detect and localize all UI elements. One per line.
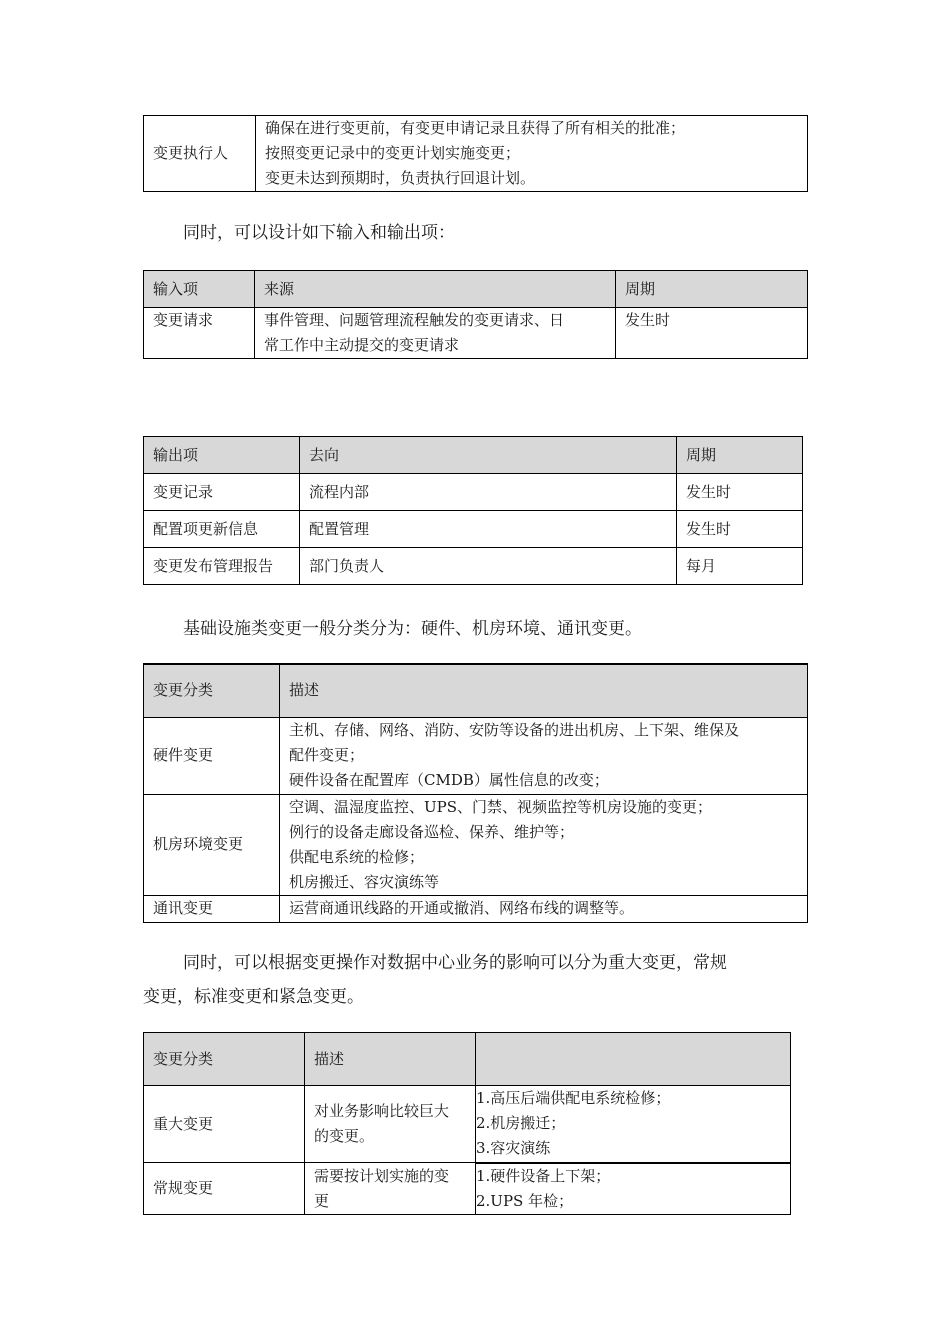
input-item-cell: 变更请求 [144,308,255,359]
category-header-name: 变更分类 [144,664,280,717]
desc-line: 主机、存储、网络、消防、安防等设备的进出机房、上下架、维保及 [289,721,740,739]
example-line: 3.容灾演练 [476,1139,551,1158]
table-row [144,1163,791,1215]
paragraph-line: 变更，标准变更和紧急变更。 [143,987,364,1007]
category-name-cell: 机房环境变更 [144,794,280,895]
source-line: 常工作中主动提交的变更请求 [264,336,460,354]
output-period-cell: 每月 [677,548,803,585]
desc-line: 的变更。 [314,1127,375,1145]
source-line: 事件管理、问题管理流程触发的变更请求、日 [264,311,565,329]
impact-examples-cell [476,1163,791,1215]
desc-line: 机房搬迁、容灾演练等 [289,872,440,891]
impact-header-examples [476,1033,791,1086]
paragraph-category-intro: 基础设施类变更一般分类分为：硬件、机房环境、通讯变更。 [183,619,642,639]
input-table [143,270,808,359]
table-row [144,474,803,511]
table-row [144,511,803,548]
executor-duties-cell [256,116,808,192]
output-item-cell: 变更发布管理报告 [144,548,300,585]
duty-line: 变更未达到预期时，负责执行回退计划。 [265,169,536,187]
category-desc-cell [280,794,808,895]
output-item-cell: 配置项更新信息 [144,511,300,548]
output-table [143,436,803,585]
desc-line: 对业务影响比较巨大 [314,1102,450,1120]
executor-table [143,115,808,192]
input-header-period: 周期 [616,271,808,308]
output-period-cell: 发生时 [677,474,803,511]
paragraph-impact-intro [143,946,727,1014]
output-header-dest: 去向 [300,437,677,474]
output-dest-cell: 部门负责人 [300,548,677,585]
table-row [144,308,808,359]
output-dest-cell: 配置管理 [300,511,677,548]
duty-line: 按照变更记录中的变更计划实施变更； [265,144,521,162]
impact-header-desc: 描述 [305,1033,476,1086]
category-table [143,663,808,923]
desc-line: 配件变更； [289,746,365,764]
desc-line: 更 [314,1191,330,1210]
output-header-item: 输出项 [144,437,300,474]
table-row [144,717,808,794]
desc-line: 例行的设备走廊设备巡检、保养、维护等； [289,822,575,841]
category-name-cell: 通讯变更 [144,895,280,922]
output-dest-cell: 流程内部 [300,474,677,511]
example-line: 1.高压后端供配电系统检修； [476,1089,671,1108]
example-line: 2.机房搬迁； [476,1114,566,1133]
impact-name-cell: 重大变更 [144,1086,305,1163]
table-row [144,548,803,585]
category-header-desc: 描述 [280,664,808,717]
desc-line: 硬件设备在配置库（CMDB）属性信息的改变； [289,771,609,789]
example-line: 1.硬件设备上下架； [476,1166,611,1185]
desc-line: 供配电系统的检修； [289,847,425,866]
impact-desc-cell [305,1086,476,1163]
impact-name-cell: 常规变更 [144,1163,305,1215]
impact-table [143,1032,791,1215]
input-header-source: 来源 [255,271,616,308]
table-row [144,1086,791,1163]
impact-desc-cell [305,1163,476,1215]
executor-role-cell: 变更执行人 [144,116,256,192]
example-line: 2.UPS 年检； [476,1191,574,1210]
input-period-cell: 发生时 [616,308,808,359]
desc-line: 运营商通讯线路的开通或撤消、网络布线的调整等。 [289,899,635,917]
table-row [144,895,808,922]
impact-header-name: 变更分类 [144,1033,305,1086]
output-header-period: 周期 [677,437,803,474]
table-row [144,794,808,895]
paragraph-io-intro: 同时，可以设计如下输入和输出项： [183,223,455,243]
category-desc-cell [280,895,808,922]
output-period-cell: 发生时 [677,511,803,548]
desc-line: 需要按计划实施的变 [314,1166,450,1185]
output-item-cell: 变更记录 [144,474,300,511]
desc-line: 空调、温湿度监控、UPS、门禁、视频监控等机房设施的变更； [289,797,713,816]
impact-examples-cell [476,1086,791,1163]
paragraph-line: 同时，可以根据变更操作对数据中心业务的影响可以分为重大变更，常规 [183,953,727,973]
category-desc-cell [280,717,808,794]
input-header-item: 输入项 [144,271,255,308]
category-name-cell: 硬件变更 [144,717,280,794]
duty-line: 确保在进行变更前，有变更申请记录且获得了所有相关的批准； [265,119,686,137]
input-source-cell [255,308,616,359]
